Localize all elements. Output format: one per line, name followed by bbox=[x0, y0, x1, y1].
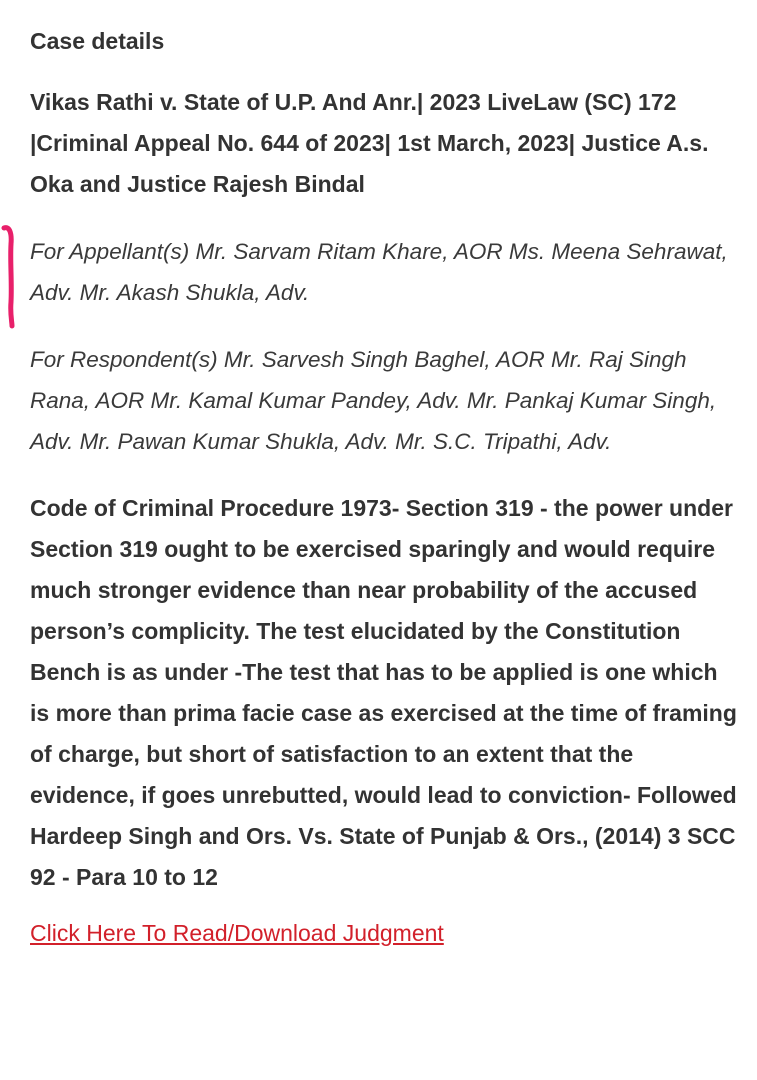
case-details-heading: Case details bbox=[30, 28, 165, 54]
pink-highlight-marker bbox=[0, 222, 18, 332]
headnote-paragraph: Code of Criminal Procedure 1973- Section 319 - the power under Section 319 ought to be exercised sparingly and would require much stronger evidence than near probability of the accused person’s complicity. The test elucidated by the Constitution Bench is as under -The test that has to be applied is one which is more than prima facie case as exercised at the time of framing of charge, but short of satisfaction to an extent that the evidence, if goes unrebutted, would lead to conviction- Followed Hardeep Singh and Ors. Vs. State of Punjab & Ors., (2014) 3 SCC 92 - Para 10 to 12 bbox=[30, 495, 737, 890]
respondent-counsel: For Respondent(s) Mr. Sarvesh Singh Baghel, AOR Mr. Raj Singh Rana, AOR Mr. Kamal Kumar Pandey, Adv. Mr. Pankaj Kumar Singh, Adv. Mr. Pawan Kumar Shukla, Adv. Mr. S.C. Tripathi, Adv. bbox=[30, 347, 717, 454]
read-download-judgment-link[interactable]: Click Here To Read/Download Judgment bbox=[30, 920, 444, 946]
case-details-article bbox=[30, 26, 742, 948]
case-citation: Vikas Rathi v. State of U.P. And Anr.| 2023 LiveLaw (SC) 172 |Criminal Appeal No. 644 of 2023| 1st March, 2023| Justice A.s. Oka and Justice Rajesh Bindal bbox=[30, 89, 709, 197]
appellant-counsel: For Appellant(s) Mr. Sarvam Ritam Khare, AOR Ms. Meena Sehrawat, Adv. Mr. Akash Shukla, Adv. bbox=[30, 239, 728, 305]
